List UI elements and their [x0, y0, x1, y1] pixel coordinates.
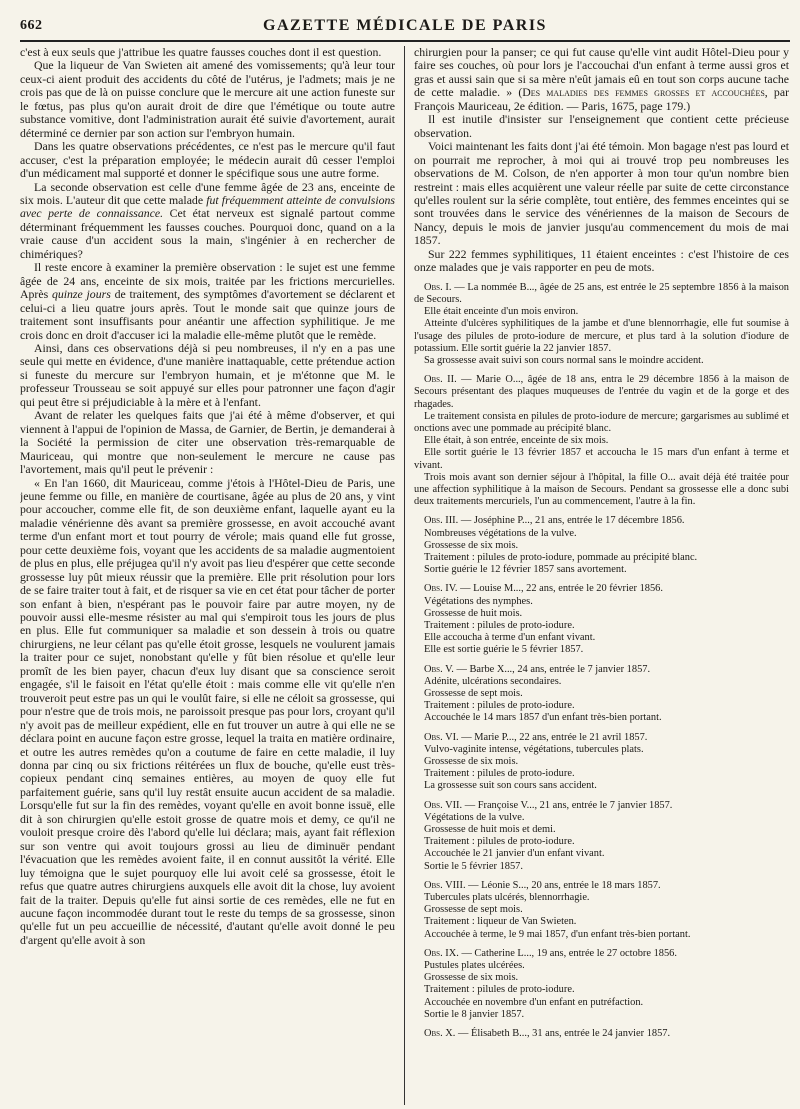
page-number: 662	[20, 18, 43, 33]
observation-line	[414, 620, 789, 632]
italic-text: quinze jours	[51, 287, 111, 302]
observation-text: Sa grossesse avait suivi son cours normal sans le moindre accident.	[424, 354, 704, 366]
observation-line	[414, 861, 789, 873]
observation-8	[414, 880, 789, 941]
observation-line	[414, 632, 789, 644]
observation-line	[414, 712, 789, 724]
observation-text: — La nommée B..., âgée de 25 ans, est entrée le 25 septembre 1856 à la maison de Secours.	[414, 281, 789, 305]
observation-text: Elle accoucha à terme d'un enfant vivant.	[424, 632, 596, 644]
observation-label: Obs. II.	[424, 374, 457, 386]
paragraph: Avant de relater les quelques faits que j'ai été à même d'observer, et qui viennent à l'appui de l'opinion de Massa, de Garnier, de Bertin, je demanderai à la Société la permission de citer une observation très-remarquable de Mauriceau, qui montre que non-seulement le mercure ne cause pas l'avortement, mais qu'il peut le prévenir :	[20, 408, 395, 477]
paragraph	[20, 181, 395, 262]
observation-line	[414, 306, 789, 318]
paragraph	[414, 46, 789, 113]
observation-line	[414, 1009, 789, 1021]
observation-line	[414, 848, 789, 860]
observation-heading	[414, 1028, 789, 1040]
observation-5	[414, 664, 789, 725]
text-run: , par François Mauriceau, 2e édition. — Paris, 1675, page 179.)	[414, 85, 789, 113]
observation-text: Traitement : pilules de proto-iodure.	[424, 619, 575, 631]
paragraph: c'est à eux seuls que j'attribue les quatre fausses couches dont il est question.	[20, 46, 382, 59]
observation-2	[414, 374, 789, 508]
observation-text: — Marie O..., âgée de 18 ans, entra le 29 décembre 1856 à la maison de Secours présentant des plaques muqueuses de l'entrée du vagin et de la gorge et des rhagades.	[414, 374, 789, 410]
observation-heading	[414, 948, 789, 960]
observation-heading	[414, 282, 789, 306]
observation-text: Pustules plates ulcérées.	[424, 960, 525, 972]
observation-line	[414, 904, 789, 916]
observation-line	[414, 447, 789, 471]
observation-line	[414, 984, 789, 996]
observation-text: La grossesse suit son cours sans accident.	[424, 780, 597, 792]
observation-text: Traitement : liqueur de Van Swieten.	[424, 916, 577, 928]
journal-title: GAZETTE MÉDICALE DE PARIS	[263, 17, 547, 34]
paragraph	[20, 261, 395, 342]
observation-text: Grossesse de six mois.	[424, 539, 519, 551]
observation-line	[414, 768, 789, 780]
observation-text: Nombreuses végétations de la vulve.	[424, 527, 577, 539]
quotation-paragraph: « En l'an 1660, dit Mauriceau, comme j'étois à l'Hôtel-Dieu de Paris, une jeune femme ou fille, en manière de courtisane, âgée au plus de 20 ans, y vint pour accoucher, comme elle fit, de son deuxième enfant, laquelle ayant eu la maladie vénérienne dès avant sa première grossesse, en avoit accouché avant terme d'un enfant mort et tout pourry de vérole; mais quand elle fut grosse, pour cette deuxième fois, voyant que les accidents de sa maladie augmentoient de plus en plus, elle préjugea qu'il n'y avoit pas lieu d'espérer que cette seconde grossesse luy pût mieux réussir que la première. Elle prit résolution pour lors de se faire traiter tout à fait, et de risquer sa vie en cet état pour tâcher de porter son enfant à bien, n'espérant pas le pouvoir faire par autre moyen, ny de pouvoir aussi elle-mesme résister au mal qui s'empiroit tous les jours de plus en plus. Elle fut communiquer sa maladie et son dessein à trois ou quatre chirurgiens, ne leur célant pas qu'elle étoit grosse, lesquels ne voulurent jamais la traiter pour ce sujet, nonobstant qu'elle y fût bien résolue et qu'elle leur promît de les bien payer, chacun d'eux luy disant que sa conscience seroit engagée, s'il le faisoit en l'état qu'elle étoit : mais comme elle vit qu'elle n'en trouveroit peut estre pas un qui le voulût faire, si elle ne céloit sa grossesse, qui pour n'estre que de trois mois, ne paroissoit presque pas pour lors, croyant qu'il n'y avoit pas de meilleur expédient, elle en fut trouver un autre à qui elle ne se déclara point en aucune façon estre grosse, lequel la traita en matière ordinaire, et outre les autres remèdes qu'on a coutume de faire en cette maladie, il luy donna par cinq ou six frictions réitérées un flux de bouche, qu'elle eust très-copieux pendant cinq semaines entières, au moyen de quoy elle fut parfaitement guérie, sans qu'il luy restât ensuite aucun accident de sa maladie. Lorsqu'elle fut sur la fin des remèdes, voyant qu'elle en avoit bonne issuë, elle dit à son chirurgien qu'elle estoit grosse de quatre mois et demy, ce qu'il ne vouloit presque croire dès l'abord qu'elle lui déclara; mais, ayant fait réflexion sur son ventre qui avoit toujours grossi au lieu de diminuër pendant l'évacuation que les remèdes avoient faite, il en connut aussitôt la vérité. Elle luy témoigna que le sujet pourquoy elle lui avoit celé sa grossesse, étoit le refus que quatre autres chirurgiens auxquels elle avoit dit la chose, luy avoient fait de la traiter. Depuis qu'elle fut ainsi sortie de ces remèdes, elle ne fut en aucune façon incommodée durant tout le reste du temps de sa grossesse, sinon qu'elle fut un peu accueillie de nécessité, d'autant qu'elle avoit donné le peu d'argent qu'elle avoit à son	[20, 475, 395, 947]
observation-4	[414, 583, 789, 656]
observation-line	[414, 644, 789, 656]
observation-line	[414, 892, 789, 904]
observation-9	[414, 948, 789, 1021]
observation-text: Accouchée en novembre d'un enfant en putréfaction.	[424, 996, 644, 1008]
observation-label: Obs. VIII.	[424, 879, 466, 891]
text-run: chirurgien pour la panser; ce qui fut cause qu'elle vint audit Hôtel-Dieu pour y faire ses couches, où pour lors je l'accouchai d'un enfant à terme aussi gros et gras et aussi sain que si sa mère n'eût jamais eû en tout son corps aucune tache de cette maladie. » (	[414, 46, 789, 100]
observation-line	[414, 411, 789, 435]
observation-line	[414, 972, 789, 984]
paragraph: Dans les quatre observations précédentes, ce n'est pas le mercure qu'il faut accuser, c'est la préparation employée; le médecin aurait dû cesser l'emploi d'un médicament mal supporté et donner le spécifique sous une autre forme.	[20, 139, 395, 181]
observation-text: — Élisabeth B..., 31 ans, entrée le 24 janvier 1857.	[457, 1028, 671, 1040]
observation-line	[414, 756, 789, 768]
observation-line	[414, 812, 789, 824]
observation-label: Obs. VII.	[424, 799, 463, 811]
observation-text: — Joséphine P..., 21 ans, entrée le 17 décembre 1856.	[460, 515, 685, 527]
observation-line	[414, 552, 789, 564]
text-columns	[20, 46, 790, 1105]
observation-text: Grossesse de six mois.	[424, 972, 519, 984]
column-divider	[404, 46, 405, 1105]
observation-7	[414, 800, 789, 873]
observation-text: — Barbe X..., 24 ans, entrée le 7 janvier 1857.	[456, 663, 651, 675]
observation-text: Trois mois avant son dernier séjour à l'hôpital, la fille O... avait déjà été traitée pour une affection syphilitique à la maison de Secours. Pendant sa grossesse elle a donc subi deux traitements mercuriels, l'un au commencement, l'autre à la fin.	[414, 471, 789, 508]
paragraph: Voici maintenant les faits dont j'ai été témoin. Mon bagage n'est pas lourd et on pourrait me reprocher, à moi qui ai trouvé trop peu nombreuses les observations de M. Colson, de n'en apporter à mon tour qu'un nombre bien restreint : mais elles acquièrent une valeur réelle par suite de cette circonstance qu'elles roulent sur la série complète, tout entière, des femmes enceintes qui se sont trouvées dans le service des vénériennes de la maison de Secours de Nancy, depuis le mois de janvier jusqu'au commencement du mois de mai 1857.	[414, 139, 789, 248]
observation-text: Grossesse de huit mois.	[424, 607, 523, 619]
observation-text: — Louise M..., 22 ans, entrée le 20 février 1856.	[460, 583, 663, 595]
observation-line	[414, 608, 789, 620]
observation-label: Obs. V.	[424, 663, 454, 675]
observation-text: Vulvo-vaginite intense, végétations, tubercules plats.	[424, 743, 644, 755]
observation-line	[414, 700, 789, 712]
observation-line	[414, 836, 789, 848]
observation-text: Adénite, ulcérations secondaires.	[424, 675, 562, 687]
observation-text: — Catherine L..., 19 ans, entrée le 27 octobre 1856.	[461, 947, 677, 959]
page-header	[20, 16, 790, 42]
observation-line	[414, 780, 789, 792]
paragraph: Ainsi, dans ces observations déjà si peu nombreuses, il n'y en a pas une seule qui mette en évidence, d'une manière inattaquable, cette prétendue action si funeste du mercure sur l'embryon humain, et je m'étonne que M. le professeur Trousseau se soit appuyé sur elles pour patronner une façon d'agir qui peut être si préjudiciable à la mère et à l'enfant.	[20, 340, 395, 409]
observation-text: Traitement : pilules de proto-iodure.	[424, 700, 575, 712]
observation-text: Sortie le 8 janvier 1857.	[424, 1008, 525, 1020]
observation-text: — Léonie S..., 20 ans, entrée le 18 mars 1857.	[468, 879, 661, 891]
observation-3	[414, 515, 789, 576]
text-run: Cet état nerveux est signalé partout comme déterminant fréquemment les fausses couches. Pourquoi donc, quand on a la vraie cause d'un accident sous la main, s'ingénier à en rechercher de chimériques?	[20, 206, 395, 261]
text-run: Il reste encore à examiner la première observation : le sujet est une femme âgée de 24 ans, enceinte de six mois, traitée par les frictions mercurielles. Après	[20, 260, 395, 302]
observation-label: Obs. I.	[424, 281, 452, 293]
left-column	[20, 46, 395, 1105]
observation-text: Traitement : pilules de proto-iodure.	[424, 768, 575, 780]
observation-label: Obs. VI.	[424, 731, 459, 743]
observation-text: Tubercules plats ulcérés, blennorrhagie.	[424, 892, 590, 904]
observation-1	[414, 282, 789, 367]
observation-line	[414, 318, 789, 355]
italic-text: fut fréquemment atteinte de convulsions avec perte de connaissance.	[20, 192, 395, 221]
observation-line	[414, 744, 789, 756]
observation-text: Accouchée le 14 mars 1857 d'un enfant très-bien portant.	[424, 712, 662, 724]
observation-heading	[414, 732, 789, 744]
observation-line	[414, 824, 789, 836]
observation-heading	[414, 880, 789, 892]
book-title: Des maladies des femmes grosses et accouchées	[522, 85, 765, 100]
observation-text: Traitement : pilules de proto-iodure, pommade au précipité blanc.	[424, 551, 698, 563]
observation-text: Elle était enceinte d'un mois environ.	[424, 306, 579, 318]
observation-heading	[414, 374, 789, 411]
observation-text: Elle était, à son entrée, enceinte de six mois.	[424, 435, 609, 447]
observation-line	[414, 997, 789, 1009]
observation-line	[414, 540, 789, 552]
observation-text: Végétations de la vulve.	[424, 811, 525, 823]
observation-heading	[414, 664, 789, 676]
observation-text: Le traitement consista en pilules de proto-iodure de mercure; gargarismes au sublimé et onctions avec une pommade au précipité blanc.	[414, 410, 789, 434]
observation-text: Elle sortit guérie le 13 février 1857 et accoucha le 15 mars d'un enfant à terme et vivant.	[414, 447, 789, 471]
observation-text: Grossesse de sept mois.	[424, 904, 523, 916]
observation-text: Grossesse de six mois.	[424, 756, 519, 768]
observation-label: Obs. IX.	[424, 947, 459, 959]
observation-line	[414, 688, 789, 700]
observation-label: Obs. IV.	[424, 583, 458, 595]
observation-line	[414, 960, 789, 972]
paragraph: Que la liqueur de Van Swieten ait amené des vomissements; qu'à leur tour ceux-ci aient produit des accidents du côté de l'utérus, je l'admets; mais je ne crois pas que de là on puisse conclure que le mercure ait une action funeste sur le fœtus, pas plus qu'on aurait droit de dire que l'émétique ou toute autre substance vomitive, dont l'administration aurait été suivie d'avortement, aurait déterminé ce dernier par son action sur l'embryon humain.	[20, 58, 395, 140]
observation-heading	[414, 800, 789, 812]
observation-text: Accouchée à terme, le 9 mai 1857, d'un enfant très-bien portant.	[424, 928, 691, 940]
observation-label: Obs. III.	[424, 515, 459, 527]
observation-text: — Françoise V..., 21 ans, entrée le 7 janvier 1857.	[464, 799, 673, 811]
observation-line	[414, 355, 789, 367]
observation-text: Végétations des nymphes.	[424, 595, 533, 607]
observation-line	[414, 528, 789, 540]
observation-text: Traitement : pilules de proto-iodure.	[424, 984, 575, 996]
observation-line	[414, 916, 789, 928]
observation-text: — Marie P..., 22 ans, entrée le 21 avril 1857.	[461, 731, 648, 743]
observation-6	[414, 732, 789, 793]
observation-text: Sortie le 5 février 1857.	[424, 860, 523, 872]
paragraph: Sur 222 femmes syphilitiques, 11 étaient enceintes : c'est l'histoire de ces onze malades que je vais rapporter en peu de mots.	[414, 246, 789, 275]
observation-label: Obs. X.	[424, 1028, 456, 1040]
observation-line	[414, 596, 789, 608]
observation-line	[414, 435, 789, 447]
observation-text: Elle est sortie guérie le 5 février 1857.	[424, 644, 584, 656]
right-column	[414, 46, 789, 1105]
observation-heading	[414, 583, 789, 595]
text-run: de traitement, des symptômes d'avortement se déclarent et celui-ci a lieu quatre jours après. Tout le monde sait que quinze jours de traitement sont insuffisants pour anéantir une affection syphilitique. Je me crois donc en droit d'accuser ici la maladie elle-même plutôt que le remède.	[20, 287, 395, 342]
observation-text: Sortie guérie le 12 février 1857 sans avortement.	[424, 564, 627, 576]
text-run: La seconde observation est celle d'une femme âgée de 23 ans, enceinte de six mois. L'auteur dit que cette malade	[20, 179, 395, 207]
observation-heading	[414, 515, 789, 527]
observation-line	[414, 676, 789, 688]
observation-line	[414, 472, 789, 509]
observation-line	[414, 929, 789, 941]
observation-text: Grossesse de sept mois.	[424, 688, 523, 699]
observation-line	[414, 564, 789, 576]
observation-text: Grossesse de huit mois et demi.	[424, 824, 556, 836]
observation-10	[414, 1028, 789, 1040]
observation-text: Traitement : pilules de proto-iodure.	[424, 836, 575, 848]
observation-text: Accouchée le 21 janvier d'un enfant vivant.	[424, 848, 605, 860]
paragraph: Il est inutile d'insister sur l'enseignement que contient cette précieuse observation.	[414, 112, 789, 140]
observation-text: Atteinte d'ulcères syphilitiques de la jambe et d'une blennorrhagie, elle fut soumise à l'usage des pilules de proto-iodure de mercure, et plus tard à la solution d'iodure de potassium. Elle sortit guérie la 22 janvier 1857.	[414, 318, 789, 354]
